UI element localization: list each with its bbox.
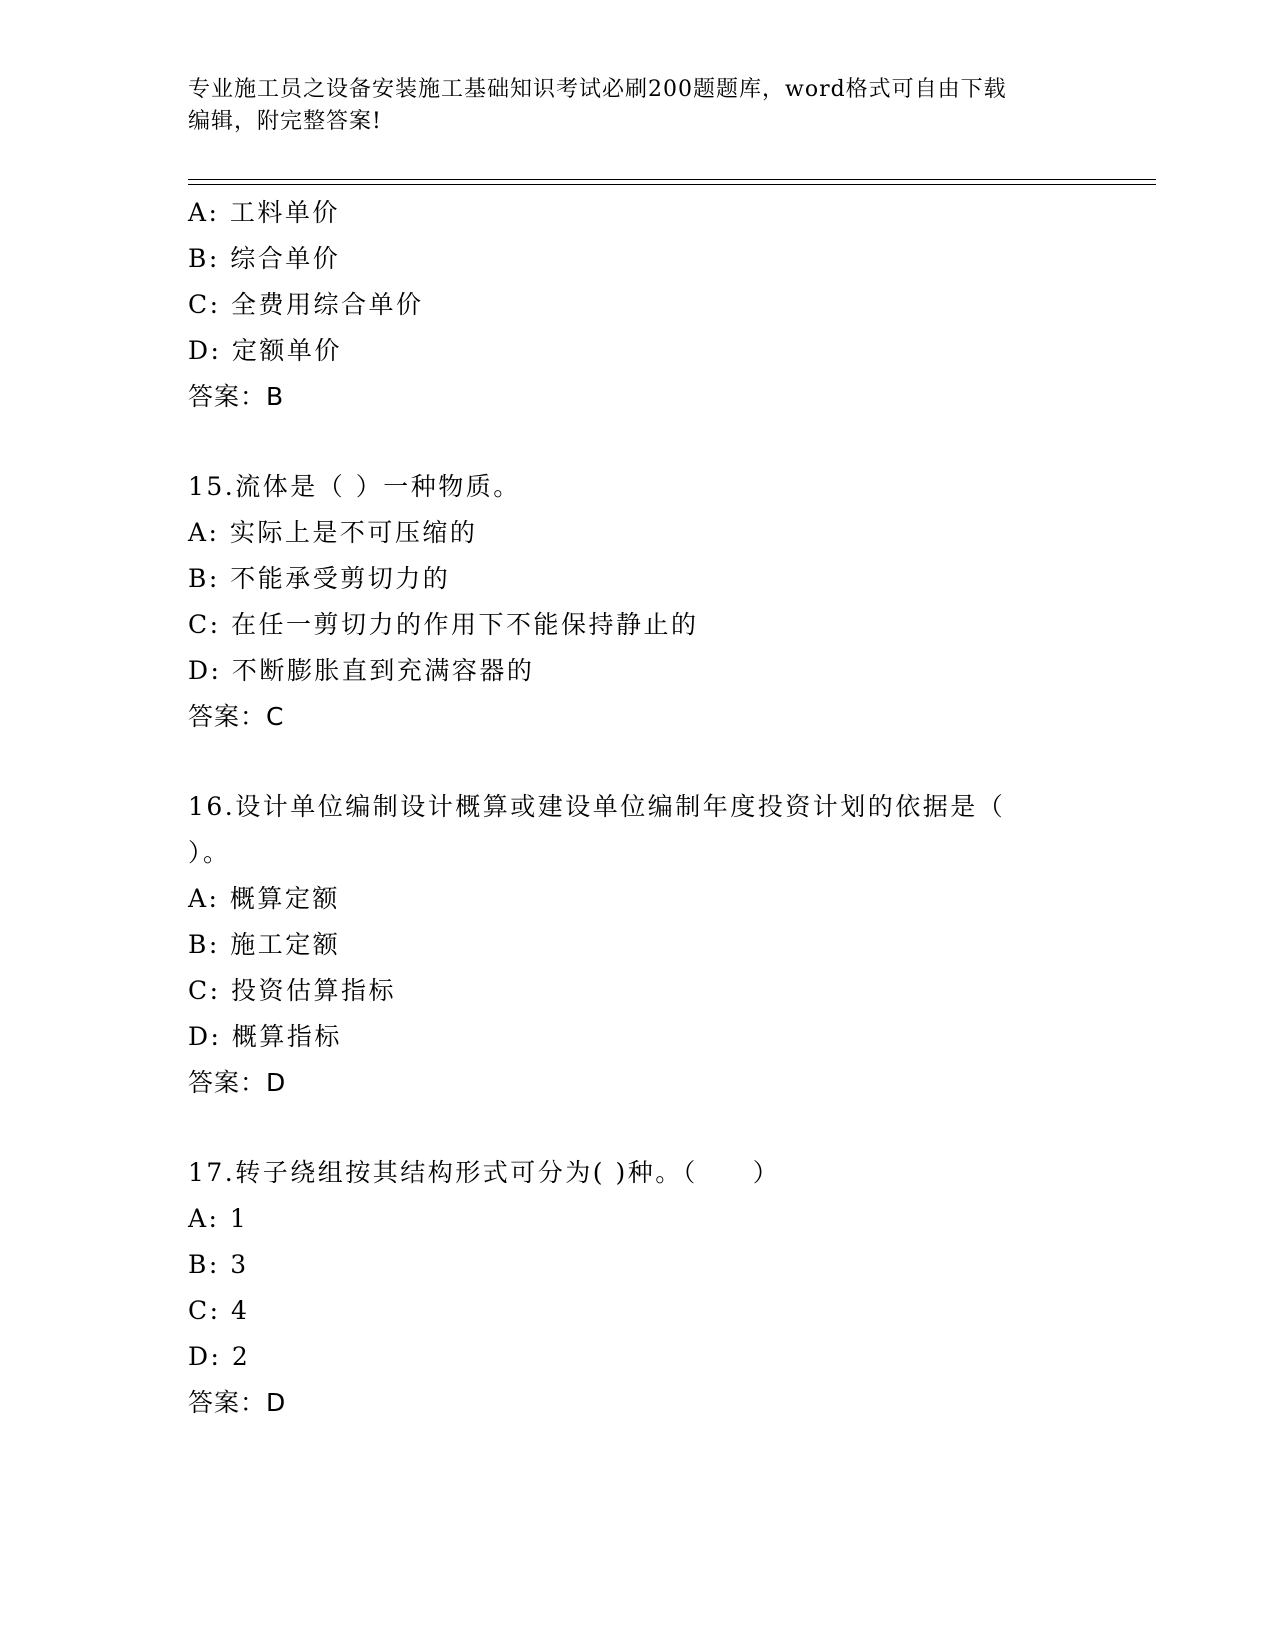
question-block-14 [188, 190, 1088, 420]
option-a: A: 工料单价 [188, 198, 340, 227]
question-text: 17.转子绕组按其结构形式可分为( )种。（ ） [188, 1158, 781, 1187]
answer-line: 答案：D [188, 1388, 287, 1417]
option-b: B: 3 [188, 1250, 249, 1279]
option-b: B: 综合单价 [188, 244, 341, 273]
question-text: 15.流体是（ ）一种物质。 [188, 472, 521, 501]
answer-line: 答案：C [188, 702, 285, 731]
option-b: B: 不能承受剪切力的 [188, 564, 451, 593]
question-block-16 [188, 784, 1088, 1106]
option-a: A: 1 [188, 1204, 249, 1233]
header-line-1: 专业施工员之设备安装施工基础知识考试必刷200题题库，word格式可自由下载 [188, 77, 1007, 102]
header-line-2: 编辑，附完整答案! [188, 109, 382, 134]
option-d: D: 不断膨胀直到充满容器的 [188, 656, 535, 685]
option-c: C: 全费用综合单价 [188, 290, 424, 319]
option-a: A: 概算定额 [188, 884, 340, 913]
option-c: C: 投资估算指标 [188, 976, 396, 1005]
header-divider-bottom [188, 184, 1156, 185]
question-text-continued: ）。 [188, 838, 231, 867]
option-d: D: 2 [188, 1342, 251, 1371]
document-header [188, 74, 1088, 138]
question-block-17 [188, 1150, 1088, 1426]
option-c: C: 在任一剪切力的作用下不能保持静止的 [188, 610, 699, 639]
option-b: B: 施工定额 [188, 930, 341, 959]
question-text: 16.设计单位编制设计概算或建设单位编制年度投资计划的依据是（ [188, 792, 1006, 821]
header-divider-top [188, 179, 1156, 180]
question-list [188, 190, 1088, 1426]
answer-line: 答案：D [188, 1068, 287, 1097]
option-c: C: 4 [188, 1296, 250, 1325]
answer-line: 答案：B [188, 382, 285, 411]
option-a: A: 实际上是不可压缩的 [188, 518, 478, 547]
question-block-15 [188, 464, 1088, 740]
option-d: D: 概算指标 [188, 1022, 342, 1051]
option-d: D: 定额单价 [188, 336, 342, 365]
